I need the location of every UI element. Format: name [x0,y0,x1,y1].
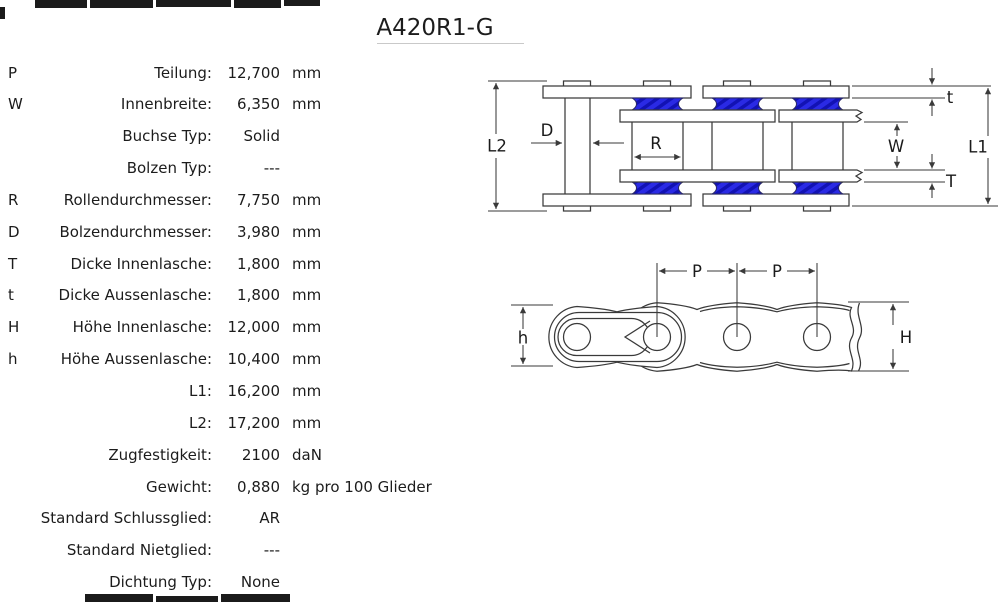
spec-value: None [240,573,280,592]
spec-value: Solid [243,127,280,146]
spec-unit: mm [292,350,322,369]
spec-value: 16,200 [227,382,280,400]
spec-value: 0,880 [237,477,280,496]
spec-unit: mm [292,286,322,305]
dim-label-H: H [899,328,913,347]
dimension-D [531,121,624,143]
spec-value: AR [259,509,280,528]
spec-label: Dichtung Typ: [109,573,212,592]
spec-label: L1: [189,382,212,400]
break-line [858,303,862,371]
spec-unit: mm [292,190,322,209]
spec-symbol: T [8,254,18,273]
spec-label: Standard Nietglied: [66,541,212,560]
spec-value: 7,750 [237,190,280,209]
spec-label: Buchse Typ: [122,127,212,146]
dim-label-h: h [517,328,529,348]
spec-label: Bolzendurchmesser: [59,222,212,241]
spec-label: Höhe Aussenlasche: [60,350,212,369]
cross-section-drawing [483,68,998,211]
spec-value: 3,980 [237,222,280,241]
spec-value: 2100 [241,445,280,464]
pin-head-tabs [564,81,831,211]
spec-label: Teilung: [154,63,212,82]
spec-label: Dicke Innenlasche: [70,254,212,273]
spec-value: 1,800 [237,286,280,305]
spec-label: Rollendurchmesser: [63,190,212,209]
spec-symbol: W [8,95,23,114]
dim-label-R: R [650,134,662,153]
dim-label-t: t [946,88,954,107]
spec-value: 10,400 [227,350,280,369]
spec-symbol: t [8,286,14,305]
spec-unit: mm [292,254,322,273]
spec-label: Standard Schlussglied: [40,509,212,528]
dimension-h [511,305,553,366]
spec-label: L2: [189,413,212,432]
dim-label-T: T [945,172,957,191]
dimension-R [635,134,681,157]
spec-symbol: h [8,350,18,369]
spec-value: 17,200 [227,413,280,432]
spec-label: Bolzen Typ: [126,159,212,178]
dimension-W [864,122,908,168]
spec-symbol: D [8,222,20,241]
dim-label-L1: L1 [968,137,988,157]
side-view-drawing [511,262,912,371]
spec-symbol: H [8,318,20,337]
dim-label-P1: P [692,262,702,281]
dim-label-D: D [540,121,554,140]
spec-value: 12,700 [227,63,280,82]
page-title: A420R1-G [376,15,494,41]
dim-label-W: W [887,137,905,156]
dim-label-L2: L2 [487,136,507,156]
spec-value: 12,000 [227,318,280,337]
dimension-L2 [483,81,547,211]
dimension-L1 [852,88,998,206]
spec-value: 1,800 [237,254,280,273]
spec-unit: mm [292,222,322,241]
spec-label: Dicke Aussenlasche: [58,286,212,305]
spec-label: Höhe Innenlasche: [72,318,212,337]
spec-unit: mm [292,63,322,82]
spec-label: Zugfestigkeit: [108,445,212,464]
spec-symbol: R [8,190,19,209]
dim-label-P2: P [772,262,782,281]
spec-label: Innenbreite: [120,95,212,114]
spec-value: --- [263,159,280,178]
spec-unit: mm [292,413,322,432]
dimension-T [864,154,957,198]
spec-unit: mm [292,95,322,114]
spec-value: 6,350 [237,95,280,114]
spec-value: --- [263,541,280,560]
spec-unit: kg pro 100 Glieder [292,477,432,496]
spec-unit: mm [292,382,322,400]
spec-label: Gewicht: [146,477,212,496]
spec-symbol: P [8,63,18,82]
dimension-t [852,68,991,116]
spec-unit: daN [292,445,322,464]
spec-unit: mm [292,318,322,337]
